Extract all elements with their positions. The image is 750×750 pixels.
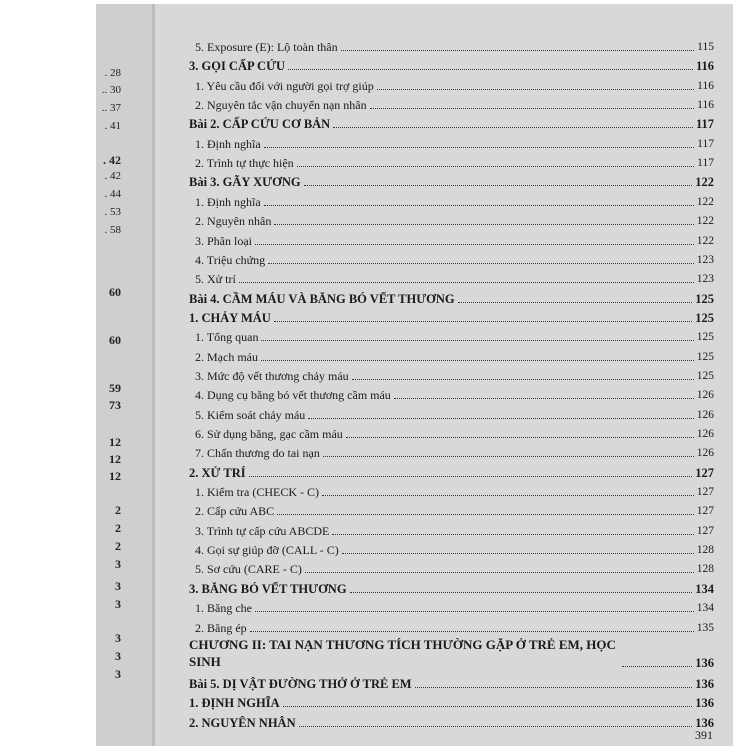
toc-entry [189, 247, 714, 267]
previous-page-edge [96, 4, 152, 746]
toc-entry-title: 2. Cấp cứu ABC [195, 504, 275, 519]
dot-leader [341, 49, 695, 51]
toc-entry-title: 2. Mạch máu [195, 349, 258, 364]
toc-entry [189, 363, 714, 383]
toc-entry-title: 2. Trình tự thực hiện [195, 156, 294, 171]
dot-leader [255, 243, 694, 245]
toc-entry-title: 5. Xử trí [195, 272, 236, 287]
left-margin-number: . 42 [104, 170, 121, 182]
toc-entry [189, 690, 714, 710]
left-margin-number: 12 [109, 452, 121, 466]
dot-leader [304, 184, 693, 186]
left-margin-number: .. 30 [101, 84, 121, 96]
toc-entry-page: 116 [697, 99, 714, 112]
toc-entry-page: 127 [696, 486, 714, 499]
toc-entry [189, 169, 714, 189]
dot-leader [346, 436, 694, 438]
toc-entry-title: Bài 5. DỊ VẬT ĐƯỜNG THỞ Ở TRẺ EM [189, 676, 412, 691]
left-margin-number: 12 [109, 435, 121, 449]
toc-entry-title: 7. Chấn thương do tai nạn [195, 446, 320, 461]
toc-entry-page: 136 [695, 715, 714, 730]
left-margin-number: 3 [115, 649, 121, 663]
toc-entry-page: 117 [697, 137, 714, 150]
toc-entry-title: CHƯƠNG II: TAI NẠN THƯƠNG TÍCH THƯỜNG GẶP Ở TRẺ EM, HỌC SINH [189, 636, 616, 669]
left-margin-number: 3 [115, 667, 121, 681]
toc-entry-title: 3. Trình tự cấp cứu ABCDE [195, 523, 330, 538]
dot-leader [415, 686, 693, 688]
page-gutter [152, 4, 155, 746]
toc-entry [189, 710, 714, 730]
left-margin-number: . 42 [103, 153, 121, 167]
toc-entry [189, 208, 714, 228]
dot-leader [283, 705, 693, 707]
toc-entry-title: 5. Kiểm soát chảy máu [195, 407, 306, 422]
toc-entry-page: 128 [696, 563, 714, 576]
toc-entry [189, 615, 714, 635]
dot-leader [323, 455, 694, 457]
toc-entry [189, 671, 714, 691]
toc-entry [189, 440, 714, 460]
left-margin-number: . 28 [104, 67, 121, 79]
dot-leader [249, 475, 693, 477]
toc-entry-page: 115 [697, 41, 714, 53]
toc-entry-title: Bài 2. CẤP CỨU CƠ BẢN [189, 117, 331, 132]
toc-entry-page: 116 [695, 59, 714, 74]
left-margin-number: 59 [109, 381, 121, 395]
toc-entry-page: 125 [696, 350, 714, 363]
toc-entry-title: 1. CHẢY MÁU [189, 310, 271, 325]
toc-entry-page: 134 [696, 602, 714, 615]
toc-entry-page: 125 [696, 331, 714, 344]
toc-entry-title: 3. GỌI CẤP CỨU [189, 59, 286, 74]
toc-entry [189, 595, 714, 615]
toc-entry-title: 2. Nguyên nhân [195, 214, 272, 229]
dot-leader [250, 630, 694, 632]
toc-entry [189, 111, 714, 131]
toc-entry [189, 150, 714, 170]
toc-entry-title: 2. Băng ép [195, 620, 247, 635]
toc-entry-page: 122 [696, 234, 714, 247]
toc-entry [189, 576, 714, 596]
left-margin-number: 12 [109, 469, 121, 483]
toc-entry [189, 92, 714, 112]
toc-entry-page: 127 [696, 524, 714, 537]
toc-entry-title: 1. Kiểm tra (CHECK - C) [195, 485, 319, 500]
book-page [96, 4, 733, 746]
toc-entry-title: 5. Exposure (E): Lộ toàn thân [195, 40, 338, 54]
toc-entry-page: 126 [696, 408, 714, 421]
toc-entry-page: 116 [697, 79, 714, 92]
toc-entry [189, 402, 714, 422]
dot-leader [333, 126, 693, 128]
toc-entry [189, 131, 714, 151]
dot-leader [277, 513, 694, 515]
toc-entry [189, 634, 714, 670]
toc-entry-page: 126 [696, 428, 714, 440]
dot-leader [458, 301, 693, 303]
toc-entry [189, 324, 714, 344]
dot-leader [377, 88, 694, 90]
toc-entry-page: 127 [695, 465, 714, 480]
page-number: 391 [695, 728, 713, 742]
dot-leader [274, 320, 692, 322]
dot-leader [350, 591, 693, 593]
toc-entry-title: 1. Băng che [195, 601, 252, 616]
toc-entry-title: 2. NGUYÊN NHÂN [189, 715, 296, 730]
toc-entry-title: Bài 4. CẦM MÁU VÀ BĂNG BÓ VẾT THƯƠNG [189, 291, 455, 306]
left-margin-number: 2 [115, 539, 121, 553]
left-margin-number: 2 [115, 521, 121, 535]
toc-entry-page: 136 [695, 655, 714, 670]
toc-entry-title: 3. Phân loại [195, 233, 252, 248]
dot-leader [274, 223, 693, 225]
toc-entry-page: 126 [696, 389, 714, 402]
dot-leader [264, 146, 695, 148]
toc-entry [189, 266, 714, 286]
toc-entry [189, 344, 714, 364]
dot-leader [297, 165, 694, 167]
toc-entry-page: 122 [695, 175, 714, 190]
toc-entry-title: 1. Định nghĩa [195, 136, 261, 151]
toc-entry-title: 3. Mức độ vết thương chảy máu [195, 368, 349, 383]
toc-entry-page: 123 [696, 273, 714, 286]
dot-leader [261, 339, 693, 341]
left-margin-number: .. 37 [101, 102, 121, 114]
toc-entry-page: 125 [695, 291, 714, 306]
dot-leader [308, 417, 693, 419]
toc-entry [189, 228, 714, 248]
toc-entry [189, 34, 714, 54]
toc-entry-title: 3. BĂNG BÓ VẾT THƯƠNG [189, 581, 347, 596]
left-margin-number: . 58 [104, 224, 121, 236]
toc-entry-page: 136 [695, 696, 714, 711]
toc-entry-page: 125 [695, 310, 714, 325]
toc-entry [189, 537, 714, 557]
left-margin-number: . 41 [104, 120, 121, 132]
toc-entry [189, 421, 714, 441]
left-margin-number: . 53 [104, 206, 121, 218]
toc-entry-page: 123 [696, 253, 714, 266]
toc-entry-title: 1. Định nghĩa [195, 194, 261, 209]
toc-entry [189, 556, 714, 576]
toc-entry [189, 382, 714, 402]
toc-entry-title: 1. Tổng quan [195, 330, 259, 345]
toc-entry-page: 126 [696, 447, 714, 460]
toc-entry-page: 122 [696, 215, 714, 228]
toc-entry-page: 134 [695, 581, 714, 596]
toc-entry-page: 117 [697, 157, 714, 170]
left-margin-number: 3 [115, 579, 121, 593]
toc-entry-title: 1. ĐỊNH NGHĨA [189, 696, 280, 711]
left-margin-number: 60 [109, 285, 121, 299]
dot-leader [342, 552, 694, 554]
left-margin-number: 73 [109, 398, 121, 412]
toc-entry [189, 189, 714, 209]
dot-leader [322, 494, 694, 496]
left-margin-number: 2 [115, 503, 121, 517]
toc-entry [189, 460, 714, 480]
left-margin-number: 3 [115, 597, 121, 611]
toc-entry-page: 136 [695, 676, 714, 691]
dot-leader [352, 378, 694, 380]
toc-entry [189, 498, 714, 518]
toc-entry-page: 122 [696, 195, 714, 208]
toc-entry-title: Bài 3. GÃY XƯƠNG [189, 175, 301, 190]
toc-entry [189, 53, 714, 73]
toc-entry-page: 117 [695, 117, 714, 132]
toc-entry-page: 127 [696, 505, 714, 518]
toc-entry-title: 2. Nguyên tắc vận chuyển nạn nhân [195, 98, 367, 113]
toc-entry-title: 1. Yêu cầu đối với người gọi trợ giúp [195, 78, 374, 93]
toc-entry [189, 305, 714, 325]
toc-entry-page: 135 [696, 621, 714, 634]
toc-entry-title: 4. Gọi sự giúp đỡ (CALL - C) [195, 543, 339, 558]
toc-entry-title: 2. XỬ TRÍ [189, 465, 246, 480]
toc-entry-title: 4. Triệu chứng [195, 252, 266, 267]
left-margin-number: 3 [115, 631, 121, 645]
dot-leader [332, 533, 693, 535]
left-margin-number: 3 [115, 557, 121, 571]
dot-leader [394, 397, 694, 399]
dot-leader [305, 571, 694, 573]
toc-entry-page: 125 [696, 369, 714, 382]
left-margin-number: 60 [109, 333, 121, 347]
dot-leader [255, 610, 694, 612]
toc-entry [189, 479, 714, 499]
left-margin-number: . 44 [104, 188, 121, 200]
dot-leader [622, 665, 692, 667]
dot-leader [268, 262, 694, 264]
toc-entry [189, 73, 714, 93]
toc-entry-title: 5. Sơ cứu (CARE - C) [195, 562, 302, 577]
toc-entry-page: 128 [696, 544, 714, 557]
dot-leader [239, 281, 694, 283]
dot-leader [261, 359, 694, 361]
dot-leader [299, 725, 693, 727]
toc-entry [189, 518, 714, 538]
dot-leader [370, 107, 695, 109]
toc-entry-title: 6. Sử dụng băng, gạc cầm máu [195, 427, 343, 441]
dot-leader [288, 68, 693, 70]
toc-entry-title: 4. Dụng cụ băng bó vết thương cầm máu [195, 388, 391, 403]
toc-entry [189, 286, 714, 306]
dot-leader [264, 204, 694, 206]
